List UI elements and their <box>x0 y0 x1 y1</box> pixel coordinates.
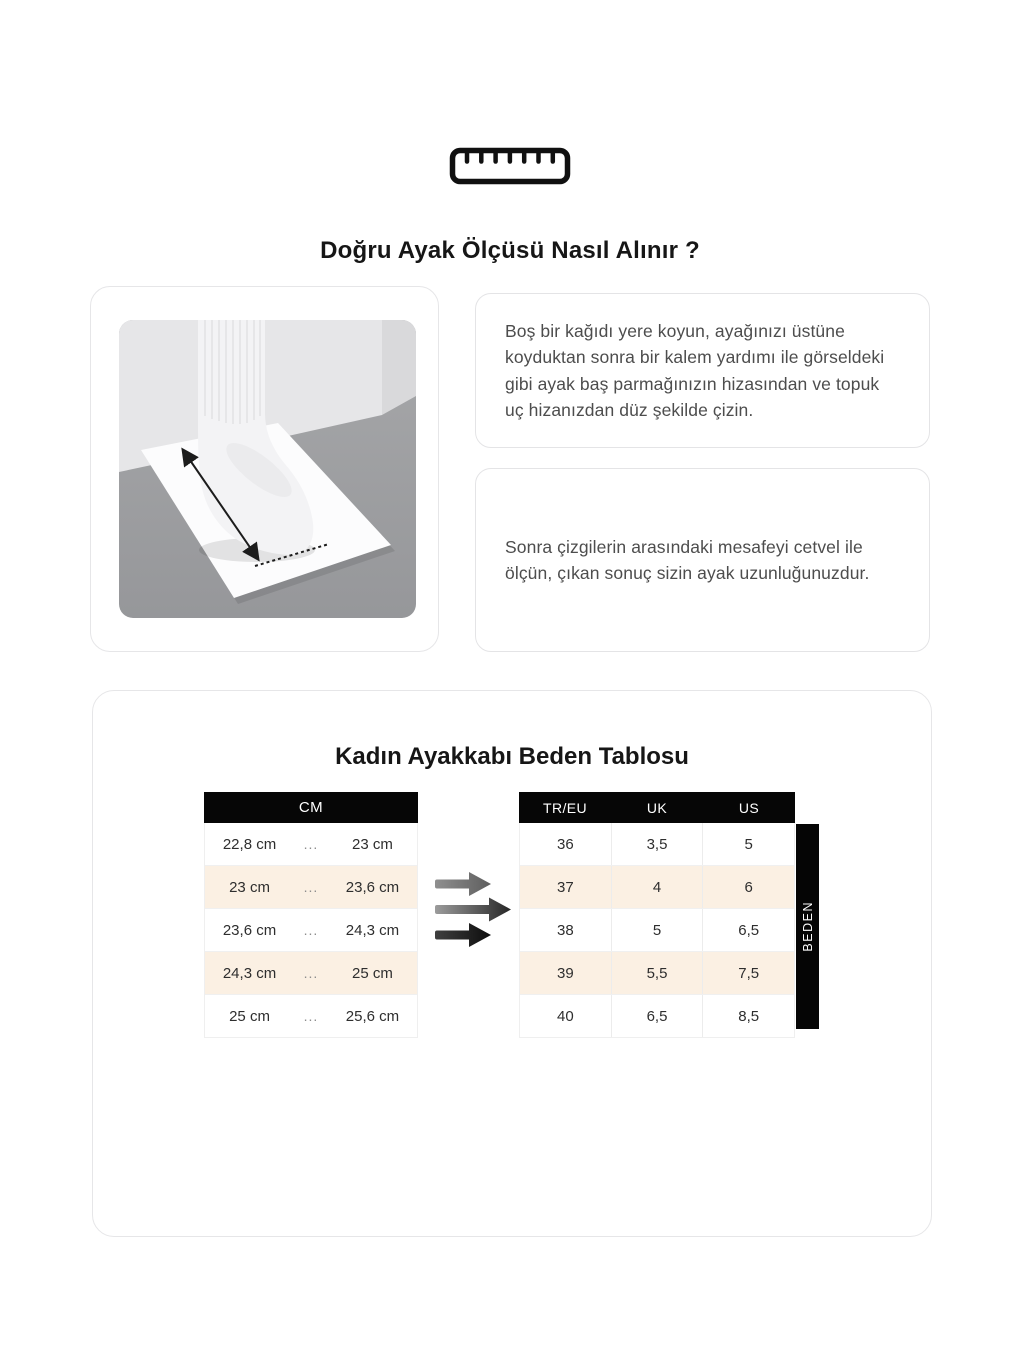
cm-range-separator: ... <box>303 922 319 938</box>
cm-table-row <box>205 909 417 952</box>
size-us: 6 <box>702 866 794 908</box>
cm-range-to: 23,6 cm <box>345 878 400 896</box>
cm-range-to: 23 cm <box>352 835 393 853</box>
cm-range-separator: ... <box>303 879 319 895</box>
cm-range-separator: ... <box>303 965 319 981</box>
instruction-card-2 <box>475 468 930 652</box>
cm-range-separator: ... <box>303 836 319 852</box>
size-table-header-tr-eu: TR/EU <box>543 799 587 816</box>
size-uk: 3,5 <box>611 823 703 865</box>
instruction-card-1 <box>475 293 930 448</box>
cm-range-to: 25,6 cm <box>345 1007 400 1025</box>
cm-range-from: 24,3 cm <box>222 964 277 982</box>
size-table-row <box>520 823 794 866</box>
size-tr-eu: 40 <box>556 1007 574 1025</box>
size-uk: 5,5 <box>611 952 703 994</box>
size-table-row <box>520 866 794 909</box>
cm-table-body <box>204 823 418 1038</box>
instruction-step-1-text: Boş bir kağıdı yere koyun, ayağınızı üstüne koyduktan sonra bir kalem yardımı ile görseldeki gibi ayak baş parmağınızın hizasından ve topuk uç hizanızdan düz şekilde çizin. <box>505 320 885 420</box>
cm-table-row <box>205 952 417 995</box>
size-us: 8,5 <box>702 995 794 1037</box>
size-uk: 6,5 <box>611 995 703 1037</box>
cm-range-from: 22,8 cm <box>222 835 277 853</box>
cm-range-from: 25 cm <box>229 1007 270 1025</box>
size-tr-eu: 36 <box>556 835 574 853</box>
size-uk: 4 <box>611 866 703 908</box>
size-table-header <box>519 792 795 823</box>
cm-range-from: 23,6 cm <box>222 921 277 939</box>
size-table-row <box>520 995 794 1037</box>
size-table-row <box>520 952 794 995</box>
triple-right-arrows-icon <box>431 868 513 950</box>
size-us: 7,5 <box>702 952 794 994</box>
cm-table-header: CM <box>204 792 418 823</box>
measurement-photo-card <box>90 286 439 652</box>
size-tr-eu: 37 <box>556 878 574 896</box>
cm-range-to: 25 cm <box>352 964 393 982</box>
instruction-step-2-text: Sonra çizgilerin arasındaki mesafeyi cetvel ile ölçün, çıkan sonuç sizin ayak uzunluğunuzdur. <box>505 536 870 583</box>
size-table-row <box>520 909 794 952</box>
cm-table-row <box>205 866 417 909</box>
cm-range-separator: ... <box>303 1008 319 1024</box>
size-uk: 5 <box>611 909 703 951</box>
size-chart-title: Kadın Ayakkabı Beden Tablosu <box>335 742 689 770</box>
header-icon-wrap <box>0 147 1020 190</box>
foot-measurement-photo <box>119 320 416 618</box>
beden-side-bar <box>796 824 819 1029</box>
size-chart-card <box>92 690 932 1237</box>
size-us: 6,5 <box>702 909 794 951</box>
size-table-header-uk: UK <box>646 799 668 816</box>
cm-range-to: 24,3 cm <box>345 921 400 939</box>
cm-range-from: 23 cm <box>229 878 270 896</box>
size-table-header-us: US <box>738 799 760 816</box>
cm-table-row <box>205 823 417 866</box>
size-tr-eu: 38 <box>556 921 574 939</box>
beden-label: BEDEN <box>800 901 815 952</box>
size-table-body <box>519 823 795 1038</box>
size-tr-eu: 39 <box>556 964 574 982</box>
cm-table-row <box>205 995 417 1037</box>
size-conversion-table <box>519 792 795 1038</box>
cm-table <box>204 792 418 1038</box>
size-us: 5 <box>702 823 794 865</box>
ruler-icon <box>449 147 571 190</box>
page-title: Doğru Ayak Ölçüsü Nasıl Alınır ? <box>320 237 700 265</box>
